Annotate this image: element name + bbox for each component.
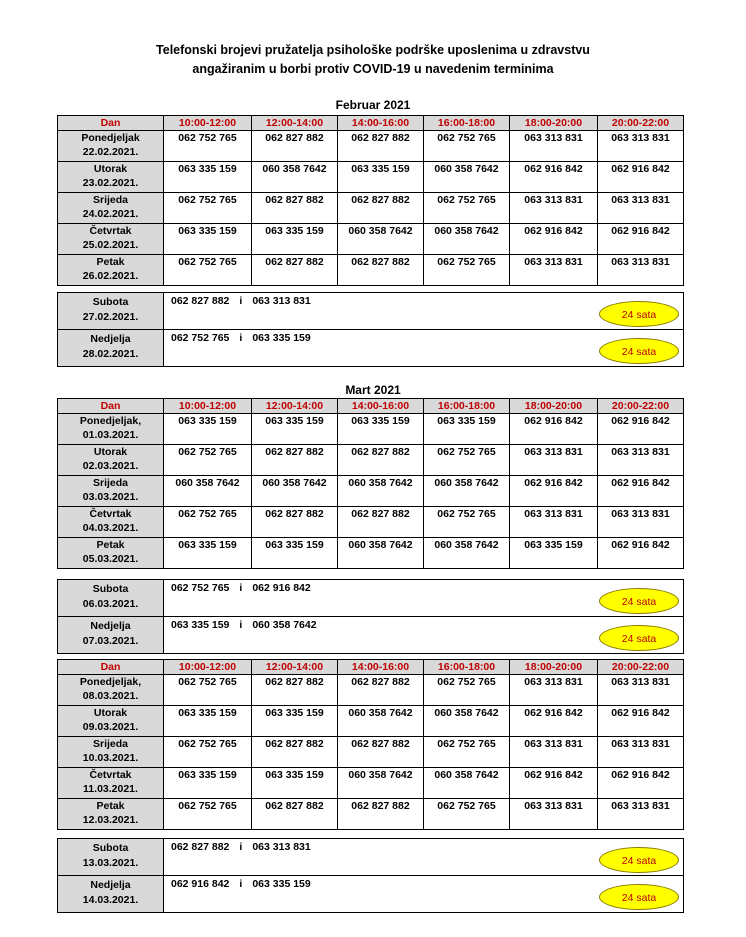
phone-number-cell: 063 313 831 (598, 445, 684, 476)
day-cell (58, 617, 164, 654)
phone-number-cell: 062 752 765 (164, 255, 252, 286)
phone-number-cell: 063 313 831 (510, 507, 598, 538)
weekday-schedule-table (57, 398, 684, 569)
phone-number-cell: 063 313 831 (510, 675, 598, 706)
phone-number-cell: 062 827 882 (252, 737, 338, 768)
day-name: Srijeda (92, 738, 129, 750)
table-header-row (58, 399, 684, 414)
phone-number-cell: 063 335 159 (424, 414, 510, 445)
day-date: 22.02.2021. (82, 146, 139, 158)
table-row (58, 839, 684, 876)
phone-number-cell: 062 752 765 (424, 737, 510, 768)
phone-number: 062 752 765 (171, 582, 230, 594)
column-header-day: Dan (58, 116, 164, 131)
phone-number-cell: 063 313 831 (510, 255, 598, 286)
document-title-line-2: angažiranim u borbi protiv COVID-19 u navedenim terminima (192, 62, 554, 76)
phone-number-cell: 063 335 159 (164, 706, 252, 737)
table-row (58, 293, 684, 330)
weekend-phones-cell (164, 876, 684, 913)
weekend-schedule-table (57, 292, 684, 367)
column-header-timeslot: 20:00-22:00 (598, 660, 684, 675)
24h-badge: 24 sata (599, 588, 679, 614)
day-name: Nedjelja (90, 333, 131, 345)
table-row (58, 799, 684, 830)
table-header-row (58, 116, 684, 131)
phone-number-cell: 062 752 765 (164, 507, 252, 538)
phone-number-cell: 062 827 882 (338, 255, 424, 286)
column-header-timeslot: 14:00-16:00 (338, 660, 424, 675)
column-header-timeslot: 20:00-22:00 (598, 399, 684, 414)
day-cell (58, 131, 164, 162)
phone-number-cell: 060 358 7642 (338, 706, 424, 737)
table-row (58, 617, 684, 654)
day-name: Četvrtak (89, 225, 132, 237)
phone-number-cell: 062 752 765 (424, 445, 510, 476)
phone-number-cell: 062 827 882 (338, 737, 424, 768)
phone-number: 063 335 159 (252, 878, 311, 890)
day-cell (58, 293, 164, 330)
table-row (58, 414, 684, 445)
phone-number-cell: 062 916 842 (598, 162, 684, 193)
phone-number-cell: 063 313 831 (510, 131, 598, 162)
day-name: Ponedjeljak, (79, 676, 142, 688)
weekend-phones-cell (164, 580, 684, 617)
phone-number-cell: 062 916 842 (510, 706, 598, 737)
phone-number: 060 358 7642 (252, 619, 317, 631)
day-cell (58, 193, 164, 224)
day-date: 24.02.2021. (82, 208, 139, 220)
phone-number: 063 313 831 (252, 295, 311, 307)
phone-number: 062 916 842 (252, 582, 311, 594)
table-row (58, 768, 684, 799)
phone-number-cell: 060 358 7642 (424, 538, 510, 569)
phone-number-cell: 060 358 7642 (252, 162, 338, 193)
phone-number: 062 827 882 (171, 295, 230, 307)
phone-number-cell: 062 827 882 (252, 131, 338, 162)
phone-number-cell: 063 313 831 (598, 675, 684, 706)
phone-number-cell: 062 752 765 (424, 131, 510, 162)
day-date: 01.03.2021. (82, 429, 139, 441)
day-cell (58, 224, 164, 255)
phone-number-cell: 062 916 842 (598, 538, 684, 569)
day-name: Subota (92, 583, 129, 595)
phone-number-cell: 063 335 159 (164, 538, 252, 569)
phone-number-cell: 063 313 831 (510, 193, 598, 224)
column-header-day: Dan (58, 399, 164, 414)
day-name: Četvrtak (89, 508, 132, 520)
phone-number-cell: 062 752 765 (424, 193, 510, 224)
day-date: 26.02.2021. (82, 270, 139, 282)
phone-number: 063 313 831 (252, 841, 311, 853)
day-name: Nedjelja (90, 879, 131, 891)
phone-number-cell: 060 358 7642 (338, 538, 424, 569)
phone-connector: i (239, 619, 243, 631)
column-header-timeslot: 16:00-18:00 (424, 116, 510, 131)
phone-number-cell: 062 827 882 (338, 131, 424, 162)
phone-number-cell: 060 358 7642 (338, 768, 424, 799)
day-name: Petak (96, 539, 125, 551)
weekday-schedule-table (57, 115, 684, 286)
day-date: 02.03.2021. (82, 460, 139, 472)
day-name: Utorak (93, 707, 128, 719)
day-cell (58, 706, 164, 737)
month-heading: Februar 2021 (335, 98, 411, 112)
day-date: 28.02.2021. (82, 348, 139, 360)
phone-number-cell: 063 313 831 (598, 737, 684, 768)
table-row (58, 675, 684, 706)
phone-number-cell: 063 335 159 (164, 414, 252, 445)
table-row (58, 193, 684, 224)
column-header-timeslot: 18:00-20:00 (510, 399, 598, 414)
phone-number-cell: 062 827 882 (252, 507, 338, 538)
phone-number-cell: 062 752 765 (164, 737, 252, 768)
day-date: 27.02.2021. (82, 311, 139, 323)
phone-number-cell: 060 358 7642 (338, 476, 424, 507)
column-header-timeslot: 10:00-12:00 (164, 660, 252, 675)
day-name: Srijeda (92, 194, 129, 206)
day-cell (58, 255, 164, 286)
day-date: 23.02.2021. (82, 177, 139, 189)
day-cell (58, 507, 164, 538)
phone-number-cell: 063 335 159 (338, 162, 424, 193)
month-heading: Mart 2021 (345, 383, 401, 397)
day-cell (58, 476, 164, 507)
table-row (58, 580, 684, 617)
phone-number-cell: 062 827 882 (252, 193, 338, 224)
table-row (58, 224, 684, 255)
phone-number-cell: 063 335 159 (164, 768, 252, 799)
phone-number-cell: 063 313 831 (598, 131, 684, 162)
phone-number-cell: 062 827 882 (338, 445, 424, 476)
weekend-phones-cell (164, 839, 684, 876)
24h-badge: 24 sata (599, 884, 679, 910)
phone-number-cell: 062 916 842 (510, 162, 598, 193)
column-header-timeslot: 12:00-14:00 (252, 660, 338, 675)
day-date: 12.03.2021. (82, 814, 139, 826)
phone-number-cell: 062 752 765 (424, 675, 510, 706)
day-name: Ponedjeljak (81, 132, 140, 144)
document-title-line-1: Telefonski brojevi pružatelja psihološke podrške uposlenima u zdravstvu (156, 43, 590, 57)
day-date: 14.03.2021. (82, 894, 139, 906)
day-name: Subota (92, 296, 129, 308)
day-date: 08.03.2021. (82, 690, 139, 702)
table-header-row (58, 660, 684, 675)
phone-number-cell: 062 916 842 (598, 224, 684, 255)
phone-number-cell: 062 916 842 (510, 768, 598, 799)
column-header-timeslot: 16:00-18:00 (424, 399, 510, 414)
phone-number-cell: 062 752 765 (164, 131, 252, 162)
phone-number-cell: 063 335 159 (252, 538, 338, 569)
phone-number-cell: 062 916 842 (510, 224, 598, 255)
phone-number-cell: 063 313 831 (510, 445, 598, 476)
day-cell (58, 839, 164, 876)
phone-number: 062 916 842 (171, 878, 230, 890)
day-date: 05.03.2021. (82, 553, 139, 565)
table-row (58, 507, 684, 538)
day-date: 25.02.2021. (82, 239, 139, 251)
phone-number-cell: 063 335 159 (164, 162, 252, 193)
column-header-timeslot: 10:00-12:00 (164, 399, 252, 414)
table-row (58, 476, 684, 507)
phone-number-cell: 062 916 842 (598, 768, 684, 799)
day-cell (58, 876, 164, 913)
weekend-phones-cell (164, 330, 684, 367)
day-cell (58, 737, 164, 768)
phone-connector: i (239, 841, 243, 853)
day-date: 11.03.2021. (83, 783, 138, 795)
phone-number-cell: 062 827 882 (338, 193, 424, 224)
column-header-timeslot: 18:00-20:00 (510, 116, 598, 131)
column-header-timeslot: 20:00-22:00 (598, 116, 684, 131)
phone-number-cell: 060 358 7642 (424, 706, 510, 737)
phone-connector: i (239, 878, 243, 890)
table-row (58, 131, 684, 162)
day-date: 03.03.2021. (82, 491, 139, 503)
phone-number-cell: 060 358 7642 (424, 476, 510, 507)
phone-number-cell: 060 358 7642 (252, 476, 338, 507)
day-cell (58, 445, 164, 476)
phone-number-cell: 062 916 842 (510, 476, 598, 507)
day-cell (58, 162, 164, 193)
phone-number-cell: 060 358 7642 (338, 224, 424, 255)
phone-connector: i (239, 332, 243, 344)
day-name: Srijeda (92, 477, 129, 489)
phone-number-cell: 063 313 831 (510, 799, 598, 830)
day-date: 04.03.2021. (82, 522, 139, 534)
table-row (58, 706, 684, 737)
table-row (58, 876, 684, 913)
24h-badge: 24 sata (599, 847, 679, 873)
day-name: Utorak (93, 163, 128, 175)
phone-number-cell: 062 827 882 (252, 799, 338, 830)
column-header-timeslot: 14:00-16:00 (338, 399, 424, 414)
phone-number-cell: 062 827 882 (252, 675, 338, 706)
column-header-timeslot: 14:00-16:00 (338, 116, 424, 131)
phone-number-cell: 062 752 765 (164, 193, 252, 224)
phone-number: 063 335 159 (171, 619, 230, 631)
table-row (58, 255, 684, 286)
table-row (58, 445, 684, 476)
day-cell (58, 538, 164, 569)
day-name: Petak (96, 256, 125, 268)
phone-number-cell: 062 752 765 (424, 255, 510, 286)
day-cell (58, 799, 164, 830)
day-date: 06.03.2021. (82, 598, 139, 610)
column-header-timeslot: 12:00-14:00 (252, 116, 338, 131)
table-row (58, 330, 684, 367)
table-row (58, 737, 684, 768)
weekend-schedule-table (57, 579, 684, 654)
day-cell (58, 330, 164, 367)
phone-number-cell: 060 358 7642 (424, 224, 510, 255)
phone-number-cell: 060 358 7642 (164, 476, 252, 507)
day-date: 09.03.2021. (82, 721, 139, 733)
phone-number-cell: 062 916 842 (598, 414, 684, 445)
phone-number-cell: 062 752 765 (164, 799, 252, 830)
phone-number: 063 335 159 (252, 332, 311, 344)
day-name: Utorak (93, 446, 128, 458)
phone-number-cell: 063 335 159 (164, 224, 252, 255)
day-date: 07.03.2021. (82, 635, 139, 647)
day-name: Ponedjeljak, (79, 415, 142, 427)
weekend-phones-cell (164, 617, 684, 654)
phone-number-cell: 063 335 159 (252, 224, 338, 255)
phone-number: 062 827 882 (171, 841, 230, 853)
phone-number-cell: 063 313 831 (598, 507, 684, 538)
phone-number-cell: 062 827 882 (252, 445, 338, 476)
day-cell (58, 675, 164, 706)
phone-connector: i (239, 582, 243, 594)
column-header-timeslot: 12:00-14:00 (252, 399, 338, 414)
day-name: Petak (96, 800, 125, 812)
phone-number-cell: 060 358 7642 (424, 162, 510, 193)
phone-number-cell: 063 335 159 (510, 538, 598, 569)
phone-number-cell: 062 827 882 (252, 255, 338, 286)
table-row (58, 538, 684, 569)
phone-number-cell: 062 916 842 (598, 706, 684, 737)
phone-number-cell: 063 335 159 (338, 414, 424, 445)
phone-number: 062 752 765 (171, 332, 230, 344)
weekend-phones-cell (164, 293, 684, 330)
phone-connector: i (239, 295, 243, 307)
phone-number-cell: 063 335 159 (252, 768, 338, 799)
table-row (58, 162, 684, 193)
phone-number-cell: 063 313 831 (598, 255, 684, 286)
24h-badge: 24 sata (599, 338, 679, 364)
phone-number-cell: 063 313 831 (510, 737, 598, 768)
weekend-schedule-table (57, 838, 684, 913)
phone-number-cell: 062 827 882 (338, 799, 424, 830)
phone-number-cell: 063 313 831 (598, 799, 684, 830)
phone-number-cell: 062 752 765 (164, 675, 252, 706)
weekday-schedule-table (57, 659, 684, 830)
phone-number-cell: 062 752 765 (164, 445, 252, 476)
day-name: Četvrtak (89, 769, 132, 781)
phone-number-cell: 062 916 842 (598, 476, 684, 507)
day-cell (58, 580, 164, 617)
phone-number-cell: 063 335 159 (252, 706, 338, 737)
phone-number-cell: 060 358 7642 (424, 768, 510, 799)
column-header-timeslot: 16:00-18:00 (424, 660, 510, 675)
day-date: 13.03.2021. (82, 857, 139, 869)
column-header-day: Dan (58, 660, 164, 675)
day-name: Subota (92, 842, 129, 854)
phone-number-cell: 062 827 882 (338, 507, 424, 538)
day-date: 10.03.2021. (82, 752, 139, 764)
day-cell (58, 414, 164, 445)
phone-number-cell: 062 752 765 (424, 507, 510, 538)
phone-number-cell: 062 916 842 (510, 414, 598, 445)
24h-badge: 24 sata (599, 625, 679, 651)
column-header-timeslot: 10:00-12:00 (164, 116, 252, 131)
24h-badge: 24 sata (599, 301, 679, 327)
day-cell (58, 768, 164, 799)
column-header-timeslot: 18:00-20:00 (510, 660, 598, 675)
phone-number-cell: 063 313 831 (598, 193, 684, 224)
phone-number-cell: 062 827 882 (338, 675, 424, 706)
day-name: Nedjelja (90, 620, 131, 632)
phone-number-cell: 062 752 765 (424, 799, 510, 830)
phone-number-cell: 063 335 159 (252, 414, 338, 445)
